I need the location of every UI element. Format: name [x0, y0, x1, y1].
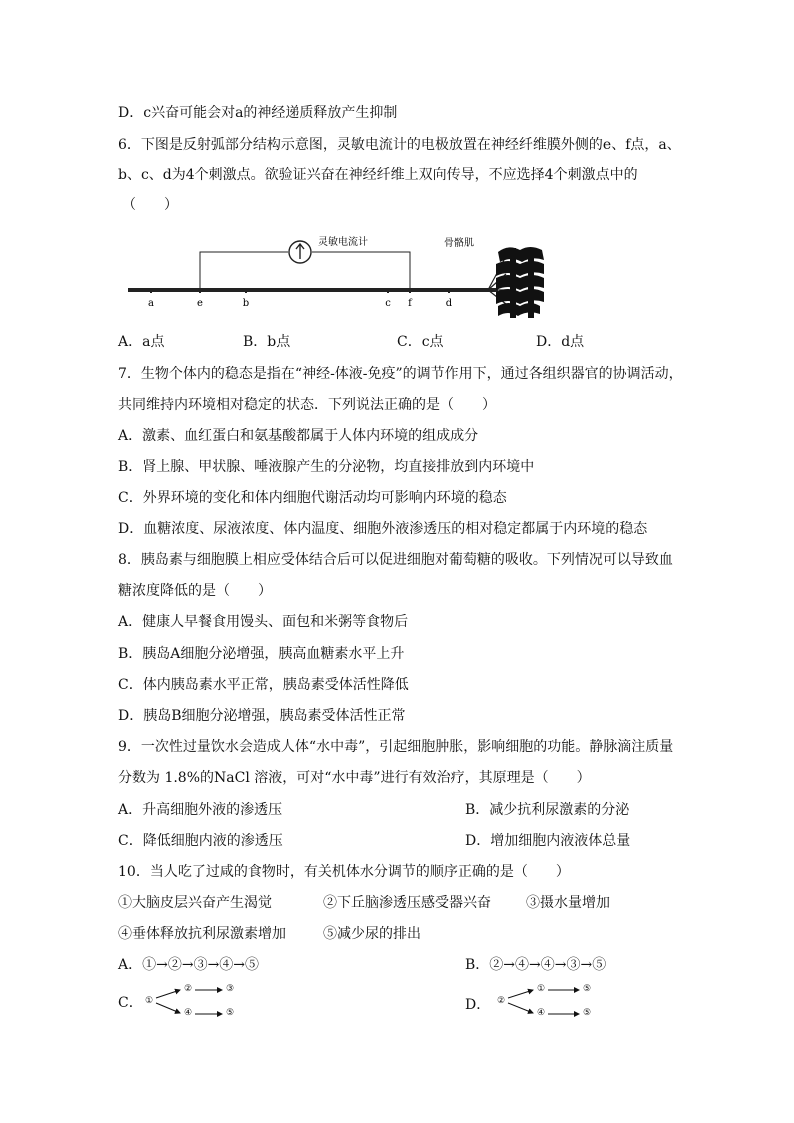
q7-option-c: C．外界环境的变化和体内细胞代谢活动均可影响内环境的稳态 [118, 490, 507, 506]
q10-c-arrows [118, 984, 248, 1024]
q7-stem-line1: 7．生物个体内的稳态是指在“神经-体液-免疫”的调节作用下，通过各组织器官的协调活动， [118, 366, 683, 382]
q8-option-c: C．体内胰岛素水平正常，胰岛素受体活性降低 [118, 677, 409, 693]
q7-option-d: D．血糖浓度、尿液浓度、体内温度、细胞外液渗透压的相对稳定都属于内环境的稳态 [118, 521, 648, 537]
skeletal-muscle-icon [496, 247, 544, 318]
q9-stem-line1: 9．一次性过量饮水会造成人体“水中毒”，引起细胞肿胀，影响细胞的功能。静脉滴注质量 [118, 739, 674, 755]
q10-d-up1: ① [537, 984, 546, 994]
q6-option-d: D．d点 [536, 334, 585, 350]
point-b-label: b [242, 298, 250, 309]
q6-option-a: A．a点 [118, 334, 165, 350]
q6-option-c: C．c点 [397, 334, 444, 350]
q6-stem-line2: b、c、d为4个刺激点。欲验证兴奋在神经纤维上双向传导，不应选择4个刺激点中的 [118, 167, 638, 183]
meter-wire-left [200, 252, 288, 288]
q10-option-d [465, 984, 605, 1024]
point-e-label: e [197, 298, 203, 309]
q10-option-d-label: D． [465, 997, 491, 1013]
q10-item-4: ④垂体释放抗利尿激素增加 [118, 926, 286, 942]
q10-d-start: ② [497, 996, 506, 1006]
q10-c-up2: ③ [226, 984, 235, 994]
q5-option-d: D．c兴奋可能会对a的神经递质释放产生抑制 [118, 105, 398, 121]
q10-d-up2: ⑤ [583, 984, 592, 994]
q9-option-d: D．增加细胞内液液体总量 [465, 833, 631, 849]
q10-d-arrows [465, 984, 605, 1024]
point-d-label: d [445, 298, 453, 309]
q10-option-a: A．①→②→③→④→⑤ [118, 957, 260, 973]
q10-item-3: ③摄水量增加 [526, 895, 610, 911]
q10-option-b: B．②→④→④→③→⑤ [465, 957, 607, 973]
q10-d-down2: ⑤ [583, 1008, 592, 1018]
q8-stem-line1: 8．胰岛素与细胞膜上相应受体结合后可以促进细胞对葡萄糖的吸收。下列情况可以导致血 [118, 552, 673, 568]
q9-option-c: C．降低细胞内液的渗透压 [118, 833, 283, 849]
q8-stem-line2: 糖浓度降低的是（ ） [118, 583, 272, 599]
point-a-label: a [148, 298, 154, 309]
q8-option-b: B．胰岛A细胞分泌增强，胰高血糖素水平上升 [118, 646, 405, 662]
q10-option-c-label: C． [118, 995, 143, 1011]
q10-option-c [118, 984, 248, 1024]
q9-option-a: A．升高细胞外液的渗透压 [118, 802, 283, 818]
muscle-label: 骨骼肌 [444, 238, 474, 249]
q10-d-down1: ④ [537, 1008, 546, 1018]
q9-stem-line2: 分数为 1.8%的NaCl 溶液，可对“水中毒”进行有效治疗，其原理是（ ） [118, 770, 591, 786]
q10-c-up1: ② [184, 984, 193, 994]
meter-wire-right [312, 252, 410, 288]
q10-item-1: ①大脑皮层兴奋产生渴觉 [118, 895, 272, 911]
q8-option-a: A．健康人早餐食用馒头、面包和米粥等食物后 [118, 614, 409, 630]
point-f-label: f [408, 298, 412, 309]
q7-option-b: B．肾上腺、甲状腺、唾液腺产生的分泌物，均直接排放到内环境中 [118, 459, 535, 475]
galvanometer-icon [289, 241, 311, 263]
q10-c-down2: ⑤ [226, 1008, 235, 1018]
q7-stem-line2: 共同维持内环境相对稳定的状态．下列说法正确的是（ ） [118, 397, 496, 413]
reflex-arc-diagram [126, 230, 686, 320]
q6-option-b: B．b点 [243, 334, 291, 350]
q9-option-b: B．减少抗利尿激素的分泌 [465, 802, 630, 818]
q8-option-d: D．胰岛B细胞分泌增强，胰岛素受体活性正常 [118, 708, 406, 724]
q10-item-5: ⑤减少尿的排出 [323, 926, 421, 942]
meter-label: 灵敏电流计 [318, 237, 368, 248]
q10-item-2: ②下丘脑渗透压感受器兴奋 [323, 895, 491, 911]
q6-answer-blank: （ ） [122, 197, 178, 213]
q6-stem-line1: 6．下图是反射弧部分结构示意图，灵敏电流计的电极放置在神经纤维膜外侧的e、f点，a、 [118, 137, 681, 153]
q10-c-down1: ④ [184, 1008, 193, 1018]
point-c-label: c [385, 298, 391, 309]
q10-stem: 10．当人吃了过咸的食物时，有关机体水分调节的顺序正确的是（ ） [118, 864, 570, 880]
q7-option-a: A．激素、血红蛋白和氨基酸都属于人体内环境的组成成分 [118, 428, 479, 444]
q10-c-start: ① [145, 996, 154, 1006]
